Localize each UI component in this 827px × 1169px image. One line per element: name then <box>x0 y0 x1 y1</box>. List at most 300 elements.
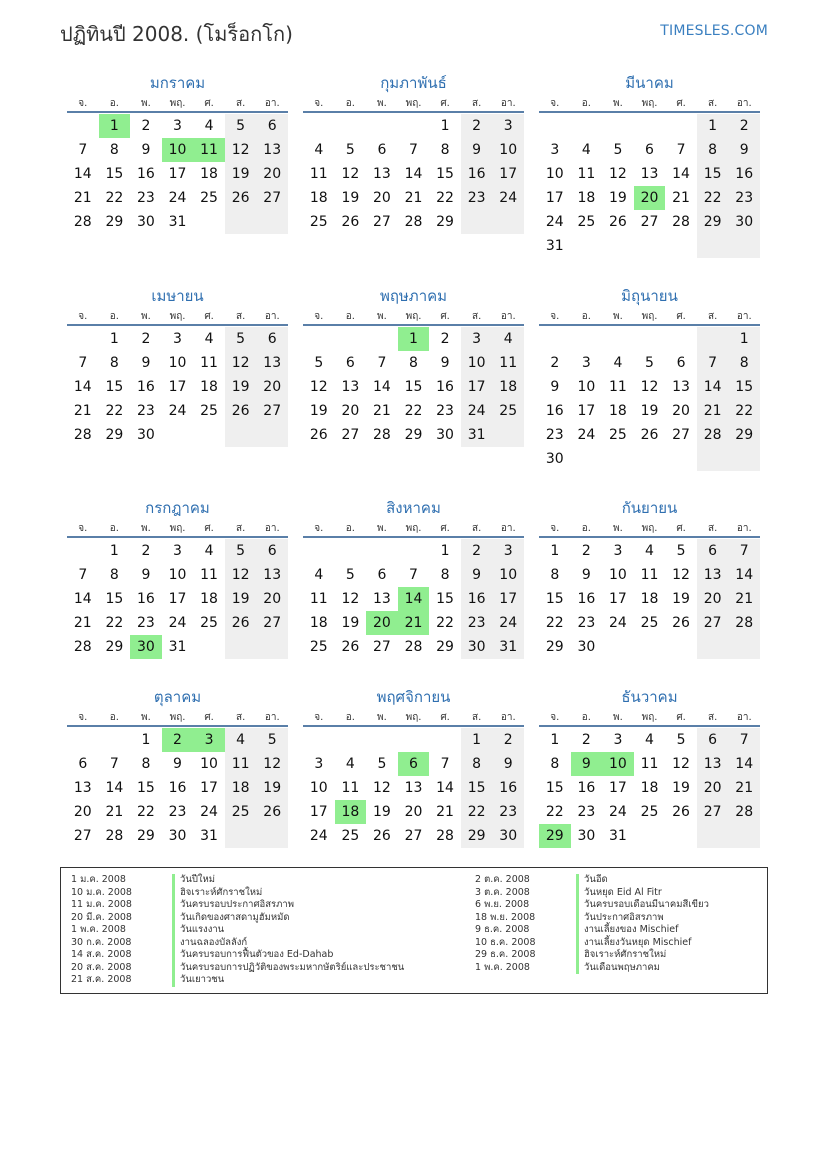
day-cell: 23 <box>461 611 493 635</box>
day-cell: 11 <box>609 379 627 395</box>
day-cell: 19 <box>309 403 328 419</box>
day-cell: 17 <box>577 403 596 419</box>
weekday-label: พ. <box>377 311 387 322</box>
day-cell: 25 <box>200 615 218 631</box>
day-cell: 15 <box>461 776 493 800</box>
holiday-date: 29 ธ.ค. 2008 <box>475 949 536 960</box>
day-cell: 23 <box>137 403 155 419</box>
day-cell: 13 <box>73 780 92 796</box>
weekday-label: อา. <box>736 311 752 322</box>
day-cell: 24 <box>168 190 187 206</box>
page-title: ปฏิทินปี 2008. (โมร็อกโก) <box>60 22 293 46</box>
day-cell: 29 <box>436 214 454 230</box>
weekday-label: พ. <box>613 523 623 534</box>
weekday-label: อ. <box>581 311 591 322</box>
day-cell: 9 <box>141 142 151 158</box>
day-cell: 6 <box>256 114 288 138</box>
day-cell: 20 <box>697 587 729 611</box>
empty-cell <box>366 114 398 138</box>
empty-cell <box>461 210 493 234</box>
empty-cell <box>634 234 666 258</box>
weekday-label: อา. <box>500 98 516 109</box>
day-cell: 9 <box>492 752 524 776</box>
day-cell: 6 <box>697 539 729 563</box>
day-cell: 13 <box>697 563 729 587</box>
empty-cell <box>602 114 634 138</box>
day-cell: 2 <box>141 331 151 347</box>
holiday-name: วันครบรอบเดือนมีนาคมสีเขียว <box>576 899 709 912</box>
day-cell: 30 <box>168 828 187 844</box>
day-cell: 26 <box>256 800 288 824</box>
day-cell: 2 <box>492 728 524 752</box>
day-cell: 27 <box>404 828 423 844</box>
day-cell: 23 <box>436 403 454 419</box>
day-cell: 22 <box>697 186 729 210</box>
empty-cell <box>728 447 760 471</box>
day-cell: 21 <box>404 190 423 206</box>
day-cell: 8 <box>697 138 729 162</box>
day-cell: 19 <box>341 190 360 206</box>
day-cell: 12 <box>225 138 257 162</box>
day-cell: 30 <box>461 635 493 659</box>
day-cell: 10 <box>168 567 187 583</box>
day-cell: 4 <box>492 327 524 351</box>
weekday-label: อ. <box>581 98 591 109</box>
day-cell: 5 <box>676 543 686 559</box>
holiday-date: 10 ม.ค. 2008 <box>71 886 132 898</box>
day-cell: 1 <box>398 327 430 351</box>
weekday-label: ศ. <box>440 523 450 534</box>
month-name: กุมภาพันธ์ <box>380 74 447 92</box>
weekday-header <box>303 96 524 113</box>
day-cell: 26 <box>341 214 360 230</box>
day-cell: 26 <box>609 214 627 230</box>
weekday-label: พ. <box>613 712 623 723</box>
day-cell: 25 <box>309 214 328 230</box>
day-cell: 17 <box>492 587 524 611</box>
day-cell: 10 <box>168 355 187 371</box>
weekday-header <box>539 710 760 727</box>
day-cell: 21 <box>73 190 92 206</box>
month-calendar <box>67 72 288 234</box>
empty-cell <box>634 114 666 138</box>
holiday-name: งานเลี้ยงของ Mischief <box>576 924 678 937</box>
month-calendar <box>303 72 524 234</box>
day-cell: 29 <box>105 214 124 230</box>
empty-cell <box>665 234 697 258</box>
day-cell: 14 <box>697 375 729 399</box>
day-cell: 8 <box>109 567 119 583</box>
weekday-label: ส. <box>472 712 482 723</box>
month-name: สิงหาคม <box>386 499 441 517</box>
day-cell: 28 <box>404 639 423 655</box>
day-cell: 21 <box>73 403 92 419</box>
empty-cell <box>634 824 666 848</box>
day-cell: 27 <box>697 611 729 635</box>
holiday-date: 14 ส.ค. 2008 <box>71 949 132 960</box>
month-calendar <box>303 285 524 447</box>
weekday-label: ส. <box>236 98 246 109</box>
day-cell: 8 <box>409 355 418 371</box>
day-cell: 6 <box>256 327 288 351</box>
day-cell: 7 <box>377 355 387 371</box>
empty-cell <box>67 539 99 563</box>
weekday-label: พฤ. <box>169 712 186 723</box>
day-cell: 9 <box>461 138 493 162</box>
day-cell: 16 <box>577 591 596 607</box>
holiday-date: 6 พ.ย. 2008 <box>475 899 530 910</box>
day-cell: 18 <box>640 780 659 796</box>
day-cell: 29 <box>697 210 729 234</box>
weekday-label: พฤ. <box>169 98 186 109</box>
day-cell: 24 <box>461 399 493 423</box>
day-cell: 15 <box>137 780 155 796</box>
day-grid <box>303 114 524 234</box>
day-cell: 26 <box>640 427 659 443</box>
day-cell: 11 <box>577 166 596 182</box>
day-cell: 16 <box>436 379 454 395</box>
day-cell: 4 <box>225 728 257 752</box>
day-cell: 18 <box>492 375 524 399</box>
day-cell: 25 <box>640 804 659 820</box>
day-cell: 31 <box>492 635 524 659</box>
day-cell: 3 <box>550 142 560 158</box>
day-cell: 5 <box>676 732 686 748</box>
day-cell: 6 <box>398 752 430 776</box>
day-cell: 16 <box>168 780 187 796</box>
holiday-row <box>465 887 709 900</box>
month-name: พฤษภาคม <box>379 287 448 305</box>
day-cell: 23 <box>728 186 760 210</box>
day-cell: 21 <box>436 804 454 820</box>
empty-cell <box>665 114 697 138</box>
day-cell: 31 <box>168 214 187 230</box>
day-cell: 13 <box>697 752 729 776</box>
day-cell: 1 <box>109 331 119 347</box>
day-cell: 5 <box>225 114 257 138</box>
weekday-label: จ. <box>314 712 324 723</box>
day-cell: 17 <box>168 379 187 395</box>
day-cell: 19 <box>640 403 659 419</box>
holiday-date: 10 ธ.ค. 2008 <box>475 936 536 948</box>
weekday-label: พฤ. <box>405 523 422 534</box>
day-cell: 7 <box>728 728 760 752</box>
day-cell: 5 <box>314 355 324 371</box>
day-cell: 20 <box>73 804 92 820</box>
day-cell: 16 <box>577 780 596 796</box>
day-cell: 3 <box>613 732 623 748</box>
day-cell: 16 <box>545 403 564 419</box>
day-cell: 17 <box>609 780 627 796</box>
day-cell: 4 <box>314 142 324 158</box>
day-cell: 23 <box>492 800 524 824</box>
holiday-name: งานฉลองบัลลังก์ <box>172 937 247 950</box>
day-cell: 8 <box>109 142 119 158</box>
holiday-date: 30 ก.ค. 2008 <box>71 936 132 948</box>
day-cell: 14 <box>728 752 760 776</box>
empty-cell <box>602 447 634 471</box>
empty-cell <box>728 234 760 258</box>
holiday-row <box>61 974 404 987</box>
holiday-name: ฮิจเราะห์ศักราชใหม่ <box>172 887 262 900</box>
empty-cell <box>225 210 257 234</box>
empty-cell <box>303 114 335 138</box>
day-cell: 30 <box>436 427 454 443</box>
day-cell: 3 <box>461 327 493 351</box>
day-cell: 1 <box>550 543 560 559</box>
empty-cell <box>634 447 666 471</box>
day-cell: 30 <box>577 828 596 844</box>
holiday-date: 1 พ.ค. 2008 <box>475 961 530 973</box>
day-cell: 29 <box>545 639 564 655</box>
day-cell: 14 <box>73 379 92 395</box>
weekday-label: ส. <box>472 98 482 109</box>
day-cell: 18 <box>335 800 367 824</box>
weekday-label: อ. <box>345 98 355 109</box>
empty-cell <box>366 539 398 563</box>
day-cell: 15 <box>404 379 423 395</box>
month-name: ธันวาคม <box>621 688 678 706</box>
day-cell: 27 <box>373 214 391 230</box>
empty-cell <box>225 824 257 848</box>
day-cell: 10 <box>492 138 524 162</box>
empty-cell <box>665 447 697 471</box>
day-cell: 2 <box>728 114 760 138</box>
weekday-label: จ. <box>78 712 88 723</box>
weekday-label: อา. <box>736 523 752 534</box>
day-cell: 18 <box>200 166 218 182</box>
weekday-label: อา. <box>264 311 280 322</box>
weekday-label: อา. <box>736 98 752 109</box>
day-cell: 8 <box>440 567 450 583</box>
day-cell: 5 <box>225 539 257 563</box>
day-cell: 13 <box>341 379 360 395</box>
day-cell: 8 <box>550 567 560 583</box>
day-cell: 29 <box>105 427 124 443</box>
empty-cell <box>728 635 760 659</box>
day-cell: 3 <box>193 728 225 752</box>
weekday-header <box>303 309 524 326</box>
day-cell: 3 <box>314 756 324 772</box>
day-cell: 14 <box>404 166 423 182</box>
day-cell: 5 <box>645 355 654 371</box>
day-cell: 27 <box>672 427 690 443</box>
day-cell: 22 <box>105 403 124 419</box>
day-cell: 30 <box>577 639 596 655</box>
weekday-label: พฤ. <box>169 311 186 322</box>
day-cell: 11 <box>309 166 328 182</box>
day-cell: 7 <box>440 756 450 772</box>
day-cell: 10 <box>309 780 328 796</box>
day-cell: 4 <box>204 543 214 559</box>
day-cell: 14 <box>672 166 690 182</box>
day-cell: 4 <box>613 355 623 371</box>
day-cell: 6 <box>78 756 88 772</box>
weekday-label: ส. <box>472 311 482 322</box>
weekday-label: จ. <box>314 98 324 109</box>
day-cell: 24 <box>609 615 627 631</box>
day-cell: 12 <box>309 379 328 395</box>
holiday-row <box>465 912 709 925</box>
day-cell: 21 <box>105 804 124 820</box>
weekday-label: ศ. <box>204 712 214 723</box>
day-cell: 2 <box>162 728 194 752</box>
weekday-label: จ. <box>78 98 88 109</box>
day-cell: 15 <box>436 591 454 607</box>
day-cell: 21 <box>398 611 430 635</box>
weekday-label: พ. <box>141 311 151 322</box>
day-cell: 27 <box>640 214 659 230</box>
weekday-label: อ. <box>581 712 591 723</box>
day-cell: 16 <box>137 166 155 182</box>
day-cell: 28 <box>728 800 760 824</box>
day-cell: 12 <box>609 166 627 182</box>
empty-cell <box>335 327 367 351</box>
day-cell: 10 <box>492 563 524 587</box>
day-cell: 21 <box>672 190 690 206</box>
day-cell: 10 <box>545 166 564 182</box>
day-cell: 23 <box>545 427 564 443</box>
day-cell: 27 <box>73 828 92 844</box>
day-cell: 30 <box>137 427 155 443</box>
day-cell: 25 <box>225 800 257 824</box>
weekday-label: ส. <box>708 523 718 534</box>
day-cell: 14 <box>436 780 454 796</box>
day-cell: 9 <box>581 567 591 583</box>
empty-cell <box>571 234 603 258</box>
day-cell: 29 <box>539 824 571 848</box>
empty-cell <box>67 114 99 138</box>
empty-cell <box>398 539 430 563</box>
day-cell: 2 <box>461 539 493 563</box>
day-cell: 3 <box>492 539 524 563</box>
day-cell: 10 <box>577 379 596 395</box>
day-cell: 17 <box>492 162 524 186</box>
day-cell: 27 <box>341 427 360 443</box>
day-cell: 22 <box>105 190 124 206</box>
day-cell: 26 <box>225 186 257 210</box>
weekday-label: ส. <box>708 712 718 723</box>
holiday-name: วันปีใหม่ <box>172 874 215 887</box>
empty-cell <box>256 824 288 848</box>
month-name: พฤศจิกายน <box>376 688 451 706</box>
day-grid <box>303 327 524 447</box>
brand-link[interactable]: TIMESLES.COM <box>660 23 768 39</box>
day-cell: 22 <box>105 615 124 631</box>
day-cell: 22 <box>137 804 155 820</box>
weekday-label: จ. <box>314 311 324 322</box>
month-name: มกราคม <box>149 74 206 92</box>
day-cell: 2 <box>550 355 560 371</box>
holiday-date: 3 ต.ค. 2008 <box>475 886 530 898</box>
day-cell: 16 <box>137 379 155 395</box>
month-calendar <box>67 497 288 659</box>
empty-cell <box>225 423 257 447</box>
day-cell: 29 <box>728 423 760 447</box>
weekday-label: พ. <box>377 712 387 723</box>
day-cell: 10 <box>461 351 493 375</box>
day-cell: 20 <box>256 162 288 186</box>
weekday-label: ส. <box>708 98 718 109</box>
weekday-label: พ. <box>141 98 151 109</box>
month-name: มิถุนายน <box>621 287 678 305</box>
day-cell: 8 <box>728 351 760 375</box>
month-calendar <box>67 285 288 447</box>
holiday-name: วันครบรอบการปฏิวัติของพระมหากษัตริย์และประชาชน <box>172 962 404 975</box>
day-cell: 8 <box>109 355 119 371</box>
day-cell: 23 <box>461 186 493 210</box>
holiday-name: วันประกาศอิสรภาพ <box>576 912 664 925</box>
day-cell: 28 <box>672 214 690 230</box>
day-cell: 10 <box>162 138 194 162</box>
day-cell: 23 <box>577 804 596 820</box>
day-cell: 24 <box>168 403 187 419</box>
day-cell: 30 <box>492 824 524 848</box>
holiday-row <box>465 962 709 975</box>
weekday-header <box>539 521 760 538</box>
day-cell: 26 <box>225 399 257 423</box>
day-cell: 29 <box>461 824 493 848</box>
weekday-label: ศ. <box>676 311 686 322</box>
day-cell: 31 <box>609 828 627 844</box>
day-cell: 28 <box>373 427 391 443</box>
day-cell: 28 <box>436 828 454 844</box>
day-cell: 9 <box>141 567 151 583</box>
day-cell: 18 <box>609 403 627 419</box>
empty-cell <box>492 210 524 234</box>
day-cell: 20 <box>697 776 729 800</box>
day-cell: 20 <box>341 403 360 419</box>
day-cell: 14 <box>728 563 760 587</box>
weekday-label: จ. <box>550 523 560 534</box>
holiday-row <box>61 949 404 962</box>
day-cell: 13 <box>373 591 391 607</box>
day-cell: 27 <box>697 800 729 824</box>
holiday-name: วันอีด <box>576 874 608 887</box>
weekday-label: พ. <box>141 523 151 534</box>
weekday-label: อา. <box>500 523 516 534</box>
day-cell: 26 <box>225 611 257 635</box>
day-cell: 25 <box>200 190 218 206</box>
holiday-name: วันครบรอบการฟื้นตัวของ Ed-Dahab <box>172 949 333 962</box>
weekday-label: ส. <box>472 523 482 534</box>
day-cell: 7 <box>697 351 729 375</box>
day-cell: 2 <box>461 114 493 138</box>
empty-cell <box>697 447 729 471</box>
weekday-label: พฤ. <box>405 712 422 723</box>
day-cell: 22 <box>404 403 423 419</box>
holiday-row <box>61 912 404 925</box>
day-cell: 6 <box>377 567 387 583</box>
empty-cell <box>634 327 666 351</box>
day-cell: 9 <box>141 355 151 371</box>
day-grid <box>539 114 760 258</box>
weekday-label: พฤ. <box>641 712 658 723</box>
holiday-row <box>465 924 709 937</box>
day-cell: 7 <box>728 539 760 563</box>
day-cell: 16 <box>492 776 524 800</box>
empty-cell <box>492 423 524 447</box>
day-cell: 15 <box>105 379 124 395</box>
day-cell: 24 <box>609 804 627 820</box>
day-cell: 6 <box>676 355 686 371</box>
holiday-row <box>465 937 709 950</box>
day-cell: 13 <box>256 351 288 375</box>
day-cell: 9 <box>440 355 450 371</box>
holiday-date: 9 ธ.ค. 2008 <box>475 924 530 935</box>
empty-cell <box>697 635 729 659</box>
weekday-header <box>67 521 288 538</box>
